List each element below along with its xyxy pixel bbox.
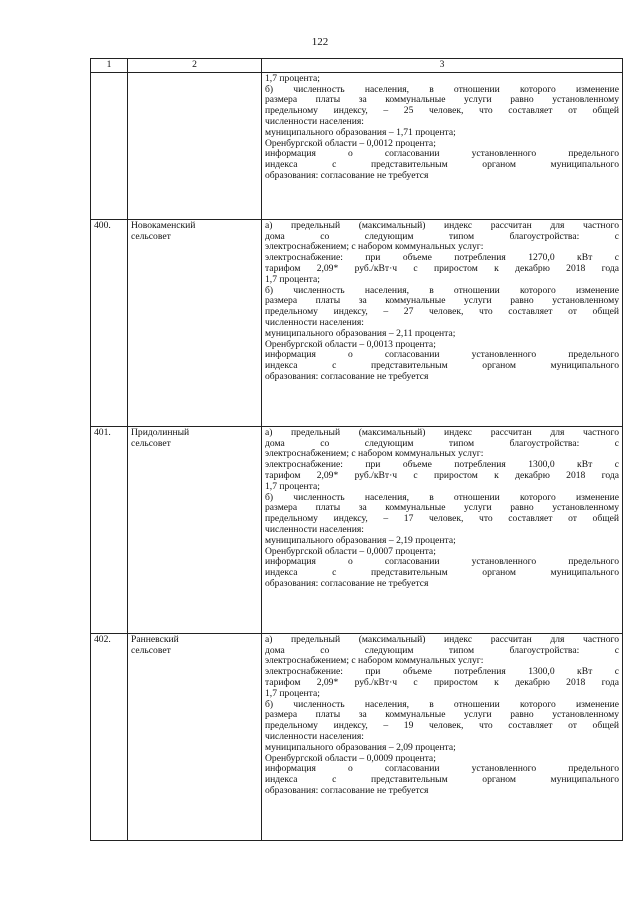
data-table	[90, 58, 623, 841]
description-line: индекса с представительным органом муниципального	[265, 159, 619, 171]
description-line: Оренбургской области – 0,0009 процента;	[265, 752, 436, 764]
description-line: образования: согласование не требуется	[265, 370, 429, 382]
description-line: численности населения:	[265, 115, 364, 127]
description-line: б) численность населения, в отношении которого изменение	[265, 698, 619, 710]
description-line: электроснабжением; с набором коммунальных услуг:	[265, 448, 484, 460]
description-line: Оренбургской области – 0,0013 процента;	[265, 338, 436, 350]
description-line: 1,7 процента;	[265, 687, 320, 699]
description-line: образования: согласование не требуется	[265, 169, 429, 181]
description-line: информация о согласовании установленного предельного	[265, 556, 619, 568]
description-line: предельному индексу, – 19 человек, что составляет от общей	[265, 720, 619, 732]
description-line: размера платы за коммунальные услуги равно установленному	[265, 94, 619, 106]
description-line: размера платы за коммунальные услуги равно установленному	[265, 502, 619, 514]
description-line: численности населения:	[265, 316, 364, 328]
description-line: электроснабжение: при объеме потребления 1270,0 кВт с	[265, 252, 619, 264]
description-line: индекса с представительным органом муниципального	[265, 567, 619, 579]
description-line: информация о согласовании установленного предельного	[265, 349, 619, 361]
settlement-name-line: сельсовет	[131, 437, 171, 449]
description-line: численности населения:	[265, 730, 364, 742]
description-line: 1,7 процента;	[265, 273, 320, 285]
description-line: б) численность населения, в отношении которого изменение	[265, 491, 619, 503]
table-row	[91, 72, 623, 219]
description-line: а) предельный (максимальный) индекс рассчитан для частного	[265, 426, 619, 438]
description-line: тарифом 2,09* руб./кВт·ч с приростом к декабрю 2018 года	[265, 262, 619, 274]
description-line: а) предельный (максимальный) индекс рассчитан для частного	[265, 633, 619, 645]
description-line: индекса с представительным органом муниципального	[265, 774, 619, 786]
description-line: размера платы за коммунальные услуги равно установленному	[265, 709, 619, 721]
description-line: муниципального образования – 2,19 процента;	[265, 534, 456, 546]
index-description	[262, 219, 623, 426]
description-line: дома со следующим типом благоустройства: с	[265, 644, 619, 656]
settlement-name-line: Новокаменский	[131, 219, 196, 231]
settlement-name	[128, 72, 262, 219]
description-line: электроснабжением; с набором коммунальных услуг:	[265, 655, 484, 667]
description-line: дома со следующим типом благоустройства: с	[265, 230, 619, 242]
settlement-name-line: Ранневский	[131, 633, 179, 645]
column-header-3: 3	[262, 59, 623, 73]
row-number: 400.	[91, 219, 128, 426]
description-line: тарифом 2,09* руб./кВт·ч с приростом к декабрю 2018 года	[265, 676, 619, 688]
description-line: 1,7 процента;	[265, 72, 320, 84]
description-line: тарифом 2,09* руб./кВт·ч с приростом к декабрю 2018 года	[265, 469, 619, 481]
description-line: образования: согласование не требуется	[265, 577, 429, 589]
description-line: электроснабжение: при объеме потребления 1300,0 кВт с	[265, 666, 619, 678]
description-line: а) предельный (максимальный) индекс рассчитан для частного	[265, 219, 619, 231]
description-line: образования: согласование не требуется	[265, 784, 429, 796]
description-line: численности населения:	[265, 523, 364, 535]
settlement-name	[128, 219, 262, 426]
description-line: б) численность населения, в отношении которого изменение	[265, 284, 619, 296]
settlement-name	[128, 633, 262, 840]
description-line: муниципального образования – 2,11 процента;	[265, 327, 456, 339]
description-line: предельному индексу, – 27 человек, что составляет от общей	[265, 306, 619, 318]
settlement-name-line: сельсовет	[131, 230, 171, 242]
description-line: дома со следующим типом благоустройства: с	[265, 437, 619, 449]
page-number: 122	[311, 36, 329, 48]
description-line: б) численность населения, в отношении которого изменение	[265, 83, 619, 95]
description-line: информация о согласовании установленного предельного	[265, 763, 619, 775]
row-number: 401.	[91, 426, 128, 633]
description-line: муниципального образования – 1,71 процента;	[265, 126, 456, 138]
row-number: 402.	[91, 633, 128, 840]
description-line: муниципального образования – 2,09 процента;	[265, 741, 456, 753]
index-description	[262, 72, 623, 219]
index-description	[262, 633, 623, 840]
description-line: электроснабжение: при объеме потребления 1300,0 кВт с	[265, 459, 619, 471]
description-line: электроснабжением; с набором коммунальных услуг:	[265, 241, 484, 253]
description-line: 1,7 процента;	[265, 480, 320, 492]
table-row	[91, 426, 623, 633]
table-row	[91, 219, 623, 426]
settlement-name-line: Придолинный	[131, 426, 190, 438]
description-line: информация о согласовании установленного предельного	[265, 148, 619, 160]
description-line: предельному индексу, – 17 человек, что составляет от общей	[265, 513, 619, 525]
table-body	[91, 72, 623, 840]
description-line: индекса с представительным органом муниципального	[265, 360, 619, 372]
settlement-name	[128, 426, 262, 633]
column-header-1: 1	[91, 59, 128, 73]
description-line: Оренбургской области – 0,0007 процента;	[265, 545, 436, 557]
column-header-2: 2	[128, 59, 262, 73]
description-line: размера платы за коммунальные услуги равно установленному	[265, 295, 619, 307]
description-line: предельному индексу, – 25 человек, что составляет от общей	[265, 105, 619, 117]
table-header-row	[91, 59, 623, 73]
settlement-name-line: сельсовет	[131, 644, 171, 656]
table-row	[91, 633, 623, 840]
index-description	[262, 426, 623, 633]
row-number	[91, 72, 128, 219]
description-line: Оренбургской области – 0,0012 процента;	[265, 137, 436, 149]
